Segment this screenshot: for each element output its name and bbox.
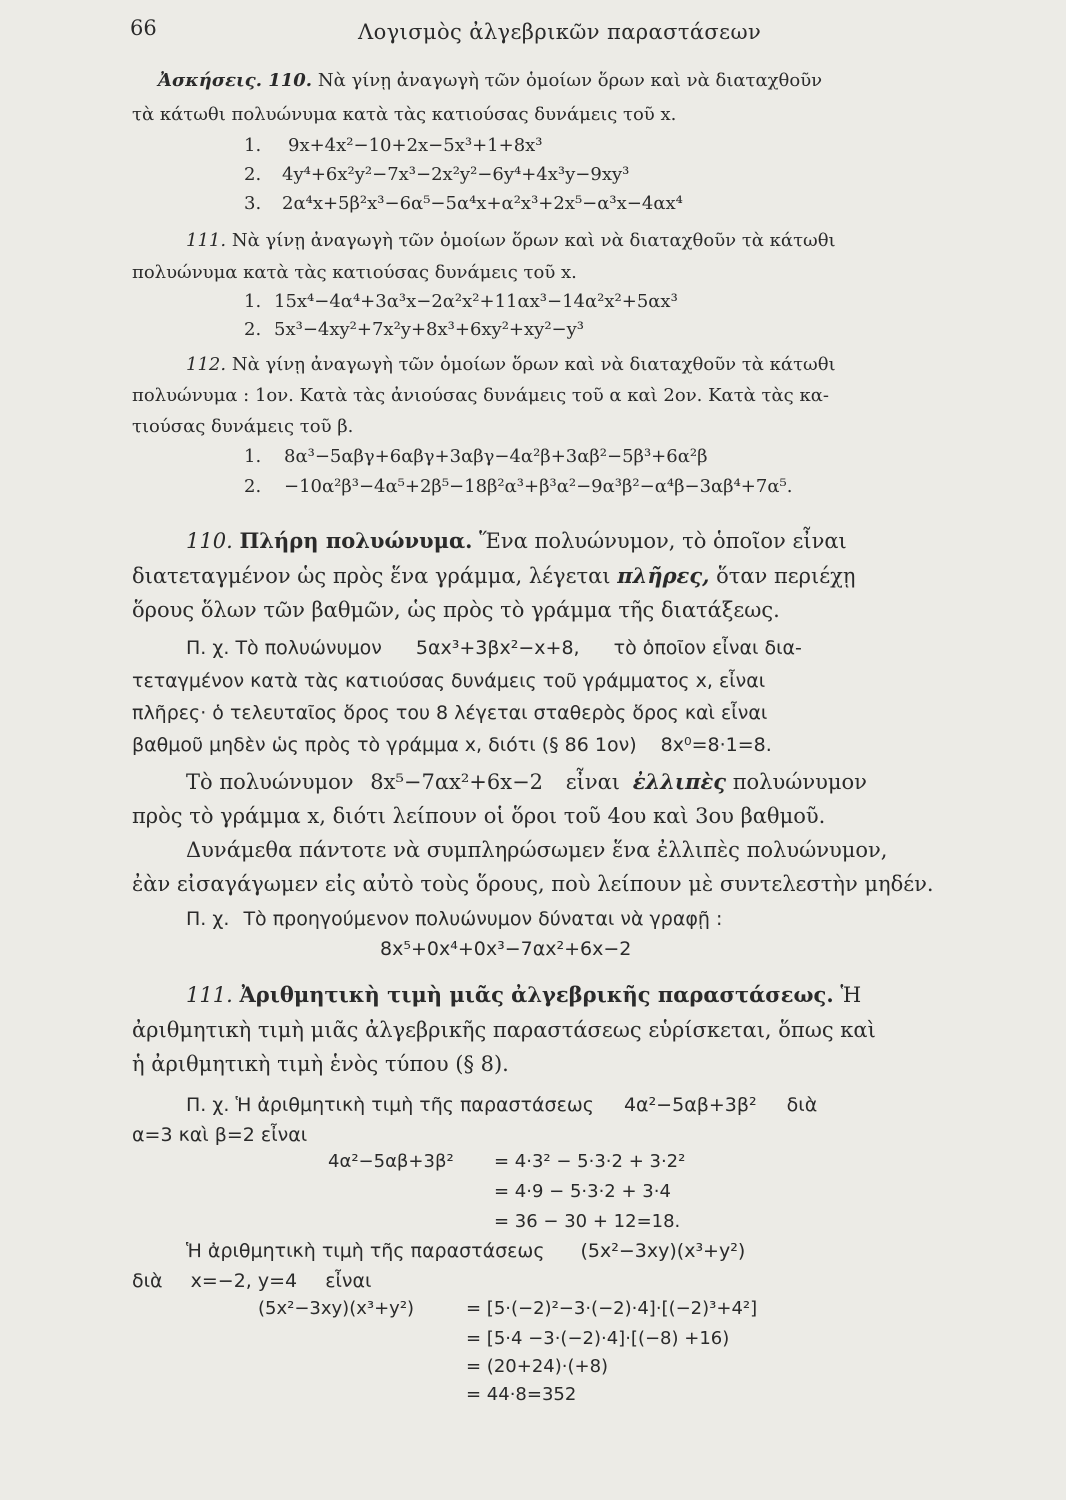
calc2-lhs: (5x²−3xy)(x³+y²): [258, 1298, 415, 1319]
example-text: βαθμοῦ μηδὲν ὡς πρὸς τὸ γράμμα x, διότι (§ 86 1ον): [132, 734, 637, 756]
example-text: Τὸ πολυώνυμον: [235, 637, 382, 659]
section-111-example1-line1: [186, 1096, 817, 1115]
section-111-example2-line2: [132, 1272, 371, 1291]
section-110-title-line: [186, 530, 847, 552]
example-expr: 4α²−5αβ+3β²: [623, 1094, 757, 1116]
section-110-line2: [132, 565, 855, 587]
section-110-number: 110.: [186, 529, 233, 553]
exercise-110-text1: Νὰ γίνῃ ἀναγωγὴ τῶν ὁμοίων ὅρων καὶ νὰ διαταχθοῦν: [317, 70, 823, 91]
section-110-p4-expr: 8x⁵+0x⁴+0x³−7αx²+6x−2: [380, 938, 632, 960]
example-expr: (5x²−3xy)(x³+y²): [580, 1240, 746, 1262]
running-title: Λογισμὸς ἀλγεβρικῶν παραστάσεων: [358, 20, 762, 44]
exercise-item-num: 3.: [244, 193, 262, 214]
exercise-item-num: 1.: [244, 291, 262, 312]
exercise-item-num: 2.: [244, 319, 262, 340]
example-poly: 5αx³+3βx²−x+8,: [415, 637, 580, 659]
section-111-title-line: [186, 984, 861, 1006]
exercise-111-text1: Νὰ γίνῃ ἀναγωγὴ τῶν ὁμοίων ὅρων καὶ νὰ διαταχθοῦν τὰ κάτωθι: [231, 230, 836, 251]
section-110-text2: διατεταγμένον ὡς πρὸς ἕνα γράμμα, λέγεται: [132, 564, 611, 588]
calc1-step: = 4·3² − 5·3·2 + 3·2²: [494, 1151, 686, 1172]
exercise-111-text2: πολυώνυμα κατὰ τὰς κατιούσας δυνάμεις τοῦ x.: [132, 262, 577, 283]
example-einai: εἶναι: [325, 1270, 372, 1292]
exercise-item-expr: 9x+4x²−10+2x−5x³+1+8x³: [288, 135, 543, 156]
section-111-example2-line1: [186, 1242, 745, 1261]
exercise-112-line1: [186, 356, 836, 374]
exercise-110-text2: τὰ κάτωθι πολυώνυμα κατὰ τὰς κατιούσας δυνάμεις τοῦ x.: [132, 104, 677, 125]
example-dia: διὰ: [786, 1094, 818, 1116]
example-label: Π. χ.: [186, 637, 230, 659]
section-110-example-line4: [132, 736, 772, 755]
calc2-step: = [5·(−2)²−3·(−2)·4]·[(−2)³+4²]: [466, 1298, 758, 1319]
p2-poly: 8x⁵−7αx²+6x−2: [370, 770, 544, 794]
section-111-line3: ἡ ἀριθμητικὴ τιμὴ ἑνὸς τύπου (§ 8).: [132, 1052, 509, 1076]
section-110-example-line1: [186, 639, 802, 658]
p2-text-tail: πολυώνυμον: [732, 770, 867, 794]
page-number: 66: [130, 16, 157, 40]
example-dia: διὰ: [132, 1270, 163, 1292]
section-111-number: 111.: [186, 983, 233, 1007]
example-label: Π. χ.: [186, 1094, 230, 1116]
exercise-112-heading: 112.: [186, 354, 227, 375]
section-110-example-line2: τεταγμένον κατὰ τὰς κατιούσας δυνάμεις τοῦ γράμματος x, εἶναι: [132, 670, 766, 692]
exercise-112-text3: τιούσας δυνάμεις τοῦ β.: [132, 416, 354, 437]
example-vals: x=−2, y=4: [190, 1270, 298, 1292]
exercise-item-expr: −10α²β³−4α⁵+2β⁵−18β²α³+β³α²−9α³β²−α⁴β−3αβ⁴+7α⁵.: [284, 476, 793, 497]
section-111-text1-tail: Ἡ: [840, 983, 862, 1007]
exercise-item-expr: 8α³−5αβγ+6αβγ+3αβγ−4α²β+3αβ²−5β³+6α²β: [284, 446, 708, 467]
example-text-tail: τὸ ὁποῖον εἶναι δια-: [613, 637, 802, 659]
exercise-111-heading: 111.: [186, 230, 227, 251]
example-label: Π. χ.: [186, 908, 230, 930]
section-110-text3: ὅρους ὅλων τῶν βαθμῶν, ὡς πρὸς τὸ γράμμα τῆς διατάξεως.: [132, 598, 780, 622]
exercise-item-expr: 5x³−4xy²+7x²y+8x³+6xy²+xy²−y³: [274, 319, 585, 340]
section-110-p3-line2: ἐὰν εἰσαγάγωμεν εἰς αὐτὸ τοὺς ὅρους, ποὺ λείπουν μὲ συντελεστὴν μηδέν.: [132, 872, 934, 896]
exercise-item-num: 1.: [244, 135, 262, 156]
section-110-example-line3: πλῆρες· ὁ τελευταῖος ὅρος του 8 λέγεται σταθερὸς ὅρος καὶ εἶναι: [132, 702, 768, 724]
exercise-item-num: 2.: [244, 476, 262, 497]
exercise-112-text1: Νὰ γίνῃ ἀναγωγὴ τῶν ὁμοίων ὅρων καὶ νὰ διαταχθοῦν τὰ κάτωθι: [231, 354, 836, 375]
section-111-title: Ἀριθμητικὴ τιμὴ μιᾶς ἀλγεβρικῆς παραστάσεως.: [239, 982, 834, 1007]
exercise-item-expr: 2α⁴x+5β²x³−6α⁵−5α⁴x+α²x³+2x⁵−α³x−4αx⁴: [282, 193, 683, 214]
p2-text-mid: εἶναι: [565, 770, 621, 794]
section-110-title: Πλήρη πολυώνυμα.: [239, 528, 473, 553]
example-expr: 8x⁰=8·1=8.: [660, 734, 772, 756]
p2-text: Τὸ πολυώνυμον: [186, 770, 354, 794]
example-text: Ἡ ἀριθμητικὴ τιμὴ τῆς παραστάσεως: [235, 1094, 594, 1116]
section-110-p4-line: [186, 910, 722, 929]
term-full: πλῆρες,: [617, 563, 710, 588]
exercise-item-num: 2.: [244, 164, 262, 185]
exercise-110-line1: [158, 72, 822, 90]
section-110-p2-line1: [186, 771, 867, 793]
exercise-111-line1: [186, 232, 836, 250]
calc2-step: = 44·8=352: [466, 1384, 577, 1405]
calc2-step: = (20+24)·(+8): [466, 1356, 609, 1377]
section-111-example1-line2: α=3 καὶ β=2 εἶναι: [132, 1124, 308, 1146]
calc1-lhs: 4α²−5αβ+3β²: [328, 1151, 454, 1172]
example-text: Τὸ προηγούμενον πολυώνυμον δύναται νὰ γραφῇ :: [243, 908, 723, 930]
section-110-p3-line1: Δυνάμεθα πάντοτε νὰ συμπληρώσωμεν ἕνα ἐλλιπὲς πολυώνυμον,: [186, 838, 888, 862]
section-110-text1: Ἕνα πολυώνυμον, τὸ ὁποῖον εἶναι: [479, 529, 847, 553]
section-110-p2-line2: πρὸς τὸ γράμμα x, διότι λείπουν οἱ ὅροι τοῦ 4ου καὶ 3ου βαθμοῦ.: [132, 804, 826, 828]
exercise-110-heading: Ἀσκήσεις. 110.: [158, 70, 313, 91]
calc1-step: = 36 − 30 + 12=18.: [494, 1211, 681, 1232]
example-text: Ἡ ἀριθμητικὴ τιμὴ τῆς παραστάσεως: [186, 1240, 545, 1262]
exercise-112-text2: πολυώνυμα : 1ον. Κατὰ τὰς ἀνιούσας δυνάμεις τοῦ α καὶ 2ον. Κατὰ τὰς κα-: [132, 385, 829, 406]
section-110-text2-tail: ὅταν περιέχῃ: [716, 564, 856, 588]
calc1-step: = 4·9 − 5·3·2 + 3·4: [494, 1181, 671, 1202]
exercise-item-expr: 15x⁴−4α⁴+3α³x−2α²x²+11αx³−14α²x²+5αx³: [274, 291, 678, 312]
term-defective: ἐλλιπὲς: [632, 769, 727, 794]
calc2-step: = [5·4 −3·(−2)·4]·[(−8) +16): [466, 1328, 730, 1349]
exercise-item-num: 1.: [244, 446, 262, 467]
exercise-item-expr: 4y⁴+6x²y²−7x³−2x²y²−6y⁴+4x³y−9xy³: [282, 164, 630, 185]
section-111-line2: ἀριθμητικὴ τιμὴ μιᾶς ἀλγεβρικῆς παραστάσεως εὑρίσκεται, ὅπως καὶ: [132, 1018, 876, 1042]
